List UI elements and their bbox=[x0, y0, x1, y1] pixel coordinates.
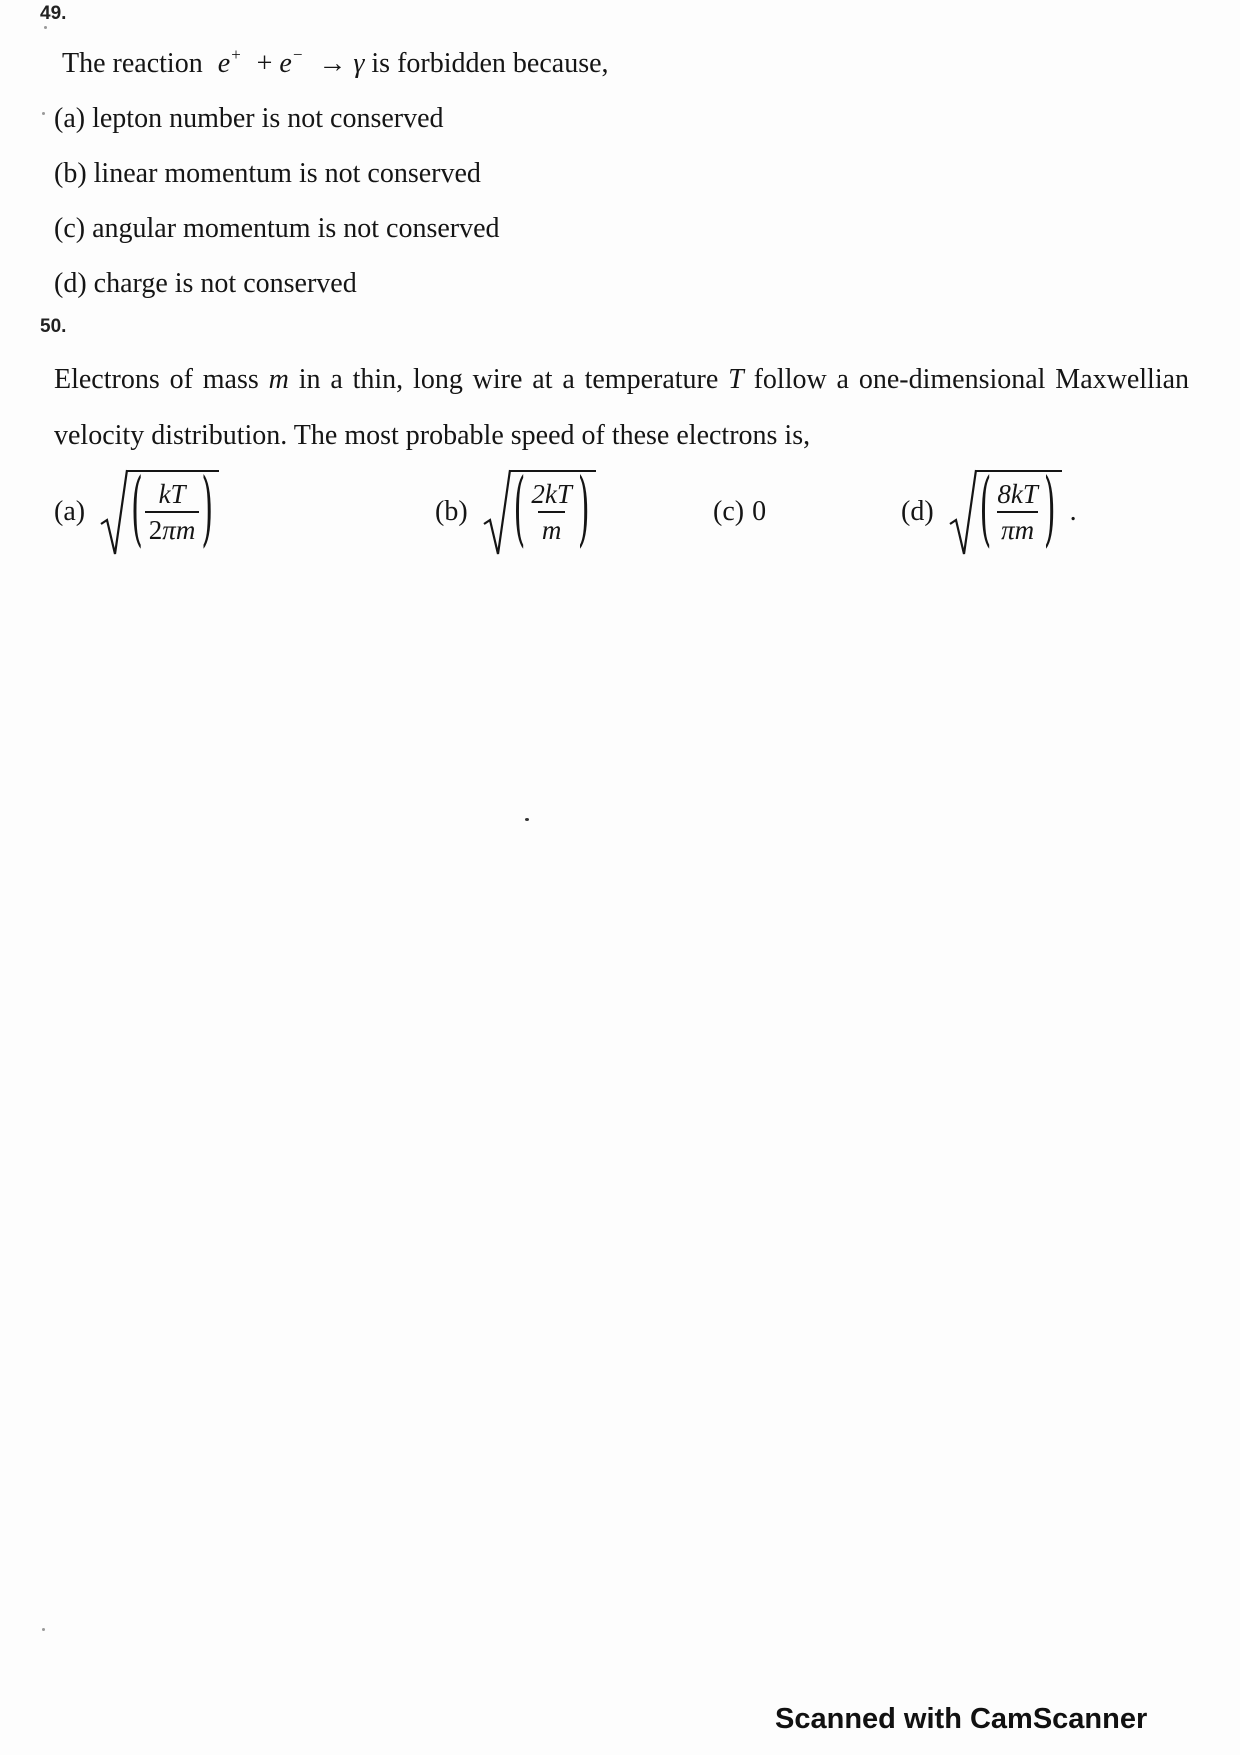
q50-stem-part3: follow a one-dimensional Maxwellian velocity distribution. The most probable speed of these electrons is, bbox=[54, 364, 1190, 451]
radical-sign bbox=[482, 466, 512, 558]
fraction-numerator: 2kT bbox=[531, 479, 572, 509]
q50-option-d bbox=[901, 462, 1077, 562]
option-text: 0 bbox=[752, 496, 767, 527]
square-root: ( $\frac{2kT}{m}$ ) bbox=[482, 466, 592, 558]
option-label: (a) bbox=[54, 103, 86, 134]
q49-plus-sign: + bbox=[256, 48, 273, 79]
option-label: (b) bbox=[435, 496, 468, 527]
option-label: (c) bbox=[54, 213, 86, 244]
fraction-numerator: kT bbox=[158, 479, 186, 509]
q49-positron: e+ bbox=[217, 45, 242, 79]
q49-electron: e− bbox=[279, 45, 304, 79]
q49-option-d bbox=[54, 267, 357, 301]
trailing-period: . bbox=[1069, 496, 1077, 527]
q49-option-a bbox=[54, 102, 444, 136]
q50-option-c bbox=[713, 462, 766, 562]
q50-stem-part2: in a thin, long wire at a temperature bbox=[298, 364, 719, 395]
q49-stem-suffix: is forbidden because, bbox=[371, 48, 609, 79]
fraction-numerator: 8kT bbox=[997, 479, 1038, 509]
scan-speck bbox=[525, 818, 529, 821]
fraction bbox=[527, 479, 576, 545]
question-49-number: 49. bbox=[40, 3, 67, 24]
scan-speck bbox=[42, 112, 45, 115]
option-label: (b) bbox=[54, 158, 87, 189]
option-label: (d) bbox=[54, 268, 87, 299]
scan-speck bbox=[44, 26, 47, 29]
q50-stem-part1: Electrons of mass bbox=[54, 364, 259, 395]
q49-option-b bbox=[54, 157, 481, 191]
question-50-number: 50. bbox=[40, 316, 67, 337]
fraction-denominator: 2πm bbox=[145, 511, 200, 545]
q49-stem-prefix: The reaction bbox=[62, 48, 203, 79]
fraction-denominator: πm bbox=[997, 511, 1038, 545]
q50-var-T: T bbox=[728, 364, 744, 395]
option-label: (d) bbox=[901, 496, 934, 527]
radical-sign bbox=[99, 466, 129, 558]
q50-option-a bbox=[54, 462, 215, 562]
q50-option-b bbox=[435, 462, 592, 562]
radical-sign bbox=[948, 466, 978, 558]
option-label: (c) bbox=[713, 496, 745, 527]
option-text: linear momentum is not conserved bbox=[93, 158, 481, 189]
option-text: charge is not conserved bbox=[93, 268, 357, 299]
q49-option-c bbox=[54, 212, 500, 246]
fraction bbox=[993, 479, 1042, 545]
option-text: lepton number is not conserved bbox=[92, 103, 444, 134]
square-root: ( $\frac{kT}{2\pi m}$ ) bbox=[99, 466, 215, 558]
q49-photon: γ bbox=[353, 48, 365, 79]
fraction bbox=[145, 479, 200, 545]
square-root: ( $\frac{8kT}{\pi m}$ ) bbox=[948, 466, 1058, 558]
option-label: (a) bbox=[54, 496, 86, 527]
option-text: angular momentum is not conserved bbox=[92, 213, 500, 244]
q50-var-m: m bbox=[268, 364, 289, 395]
q49-arrow: → bbox=[318, 48, 347, 79]
scanner-watermark: Scanned with CamScanner bbox=[775, 1703, 1148, 1735]
fraction-denominator: m bbox=[538, 511, 566, 545]
question-49-stem bbox=[62, 38, 609, 81]
scan-speck bbox=[42, 1628, 45, 1631]
question-50-stem bbox=[54, 352, 1189, 464]
